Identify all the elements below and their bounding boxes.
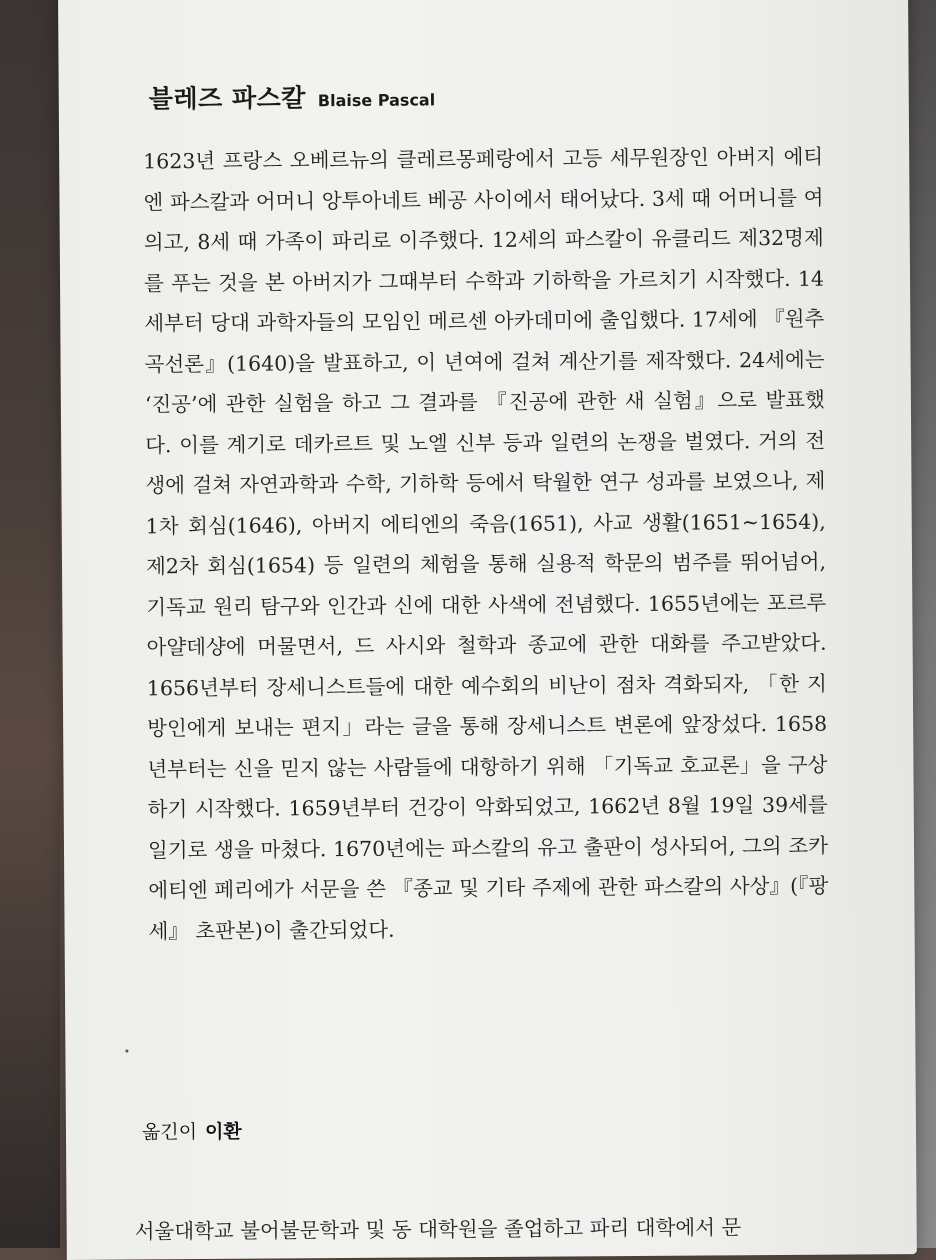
author-biography: 1623년 프랑스 오베르뉴의 클레르몽페랑에서 고등 세무원장인 아버지 에티엔 파스칼과 어머니 앙투아네트 베공 사이에서 태어났다. 3세 때 어머니를 여의고, 8세 때 가족이 파리로 이주했다. 12세의 파스칼이 유클리드 제32명제를 푸는 것을 본 아버지가 그때부터 수학과 기하학을 가르치기 시작했다. 14세부터 당대 과학자들의 모임인 메르센 아카데미에 출입했다. 17세에 『원추곡선론』(1640)을 발표하고, 이 년여에 걸쳐 계산기를 제작했다. 24세에는 ‘진공’에 관한 실험을 하고 그 결과를 『진공에 관한 새 실험』으로 발표했다. 이를 계기로 데카르트 및 노엘 신부 등과 일련의 논쟁을 벌였다. 거의 전생에 걸쳐 자연과학과 수학, 기하학 등에서 탁월한 연구 성과를 보였으나, 제1차 회심(1646), 아버지 에티엔의 죽음(1651), 사교 생활(1651~1654), 제2차 회심(1654) 등 일련의 체험을 통해 실용적 학문의 범주를 뛰어넘어, 기독교 원리 탐구와 인간과 신에 대한 사색에 전념했다. 1655년에는 포르루아얄데샹에 머물면서, 드 사시와 철학과 종교에 관한 대화를 주고받았다. 1656년부터 장세니스트들에 대한 예수회의 비난이 점차 격화되자, 「한 지방인에게 보내는 편지」라는 글을 통해 장세니스트 변론에 앞장섰다. 1658년부터는 신을 믿지 않는 사람들에 대항하기 위해 「기독교 호교론」을 구상하기 시작했다. 1659년부터 건강이 악화되었고, 1662년 8월 19일 39세를 일기로 생을 마쳤다. 1670년에는 파스칼의 유고 출판이 성사되어, 그의 조카 에티엔 페리에가 서문을 쓴 『종교 및 기타 주제에 관한 파스칼의 사상』(『팡세』 초판본)이 출간되었다.: [143, 144, 829, 943]
translator-heading: [142, 1117, 242, 1145]
page-speck: [125, 1050, 128, 1053]
translator-label: 옮긴이: [141, 1121, 198, 1144]
book-page: [58, 0, 917, 1260]
author-name-korean: 블레즈 파스칼: [148, 83, 306, 114]
author-heading: [149, 77, 436, 115]
translator-bio-cutoff: 서울대학교 불어불문학과 및 동 대학원을 졸업하고 파리 대학에서 문: [134, 1215, 742, 1244]
translator-name: 이환: [204, 1120, 242, 1144]
background-table: [0, 0, 60, 1248]
author-name-english: Blaise Pascal: [317, 90, 436, 111]
